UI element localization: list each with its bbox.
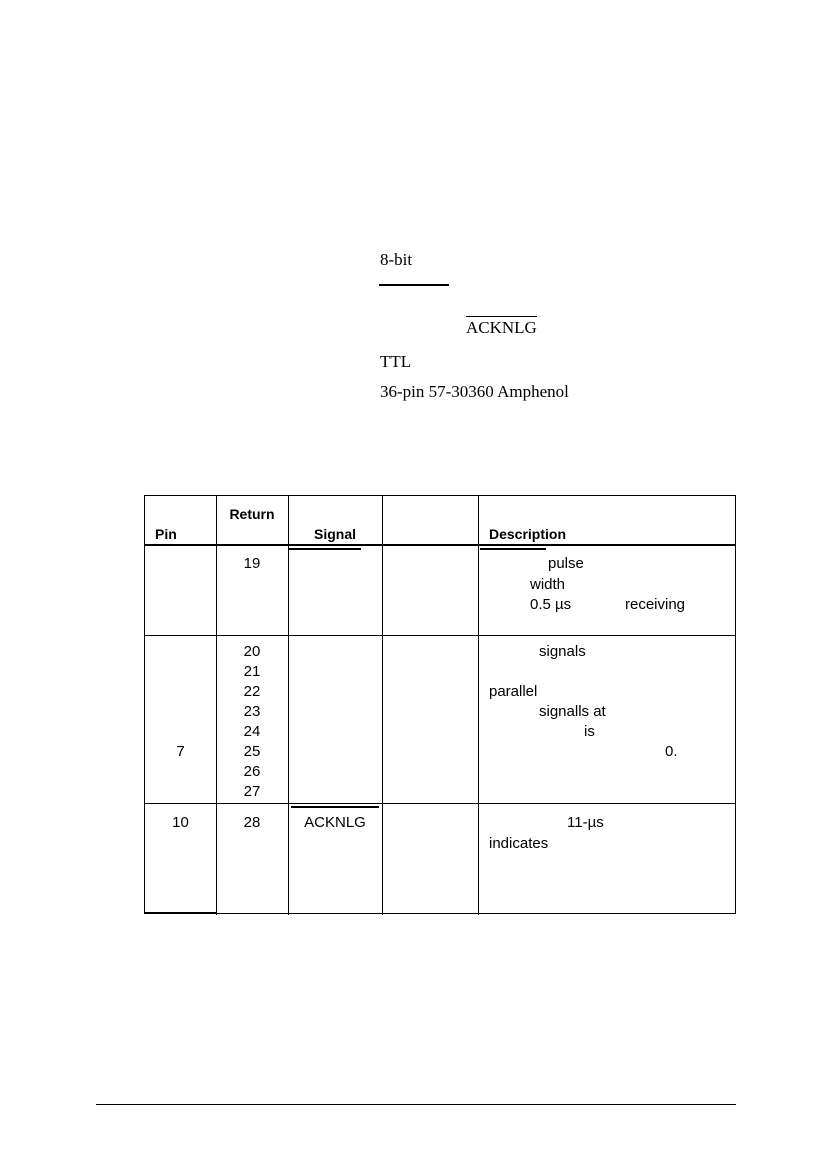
spec-ack-signal — [466, 318, 537, 338]
row2-return-1: 20 — [243, 643, 261, 660]
header-rule — [145, 544, 735, 546]
row1-desc-4: receiving — [625, 596, 686, 613]
col-divider — [478, 496, 479, 915]
signal-overbar — [288, 548, 361, 550]
row2-desc-1: signals — [539, 643, 586, 660]
row3-desc-2: indicates — [489, 835, 549, 852]
row3-return: 28 — [243, 814, 261, 831]
pin-assignment-table — [144, 495, 736, 914]
row3-desc-1: 11-µs — [567, 814, 604, 831]
spec-underline — [379, 284, 449, 286]
row1-return: 19 — [243, 555, 261, 572]
header-signal: Signal — [313, 526, 356, 542]
row2-return-7: 26 — [243, 763, 261, 780]
row2-desc-3: signalls at — [539, 703, 606, 720]
row2-return-2: 21 — [243, 663, 261, 680]
row2-desc-4: is — [584, 723, 595, 740]
row1-desc-1: pulse — [548, 555, 584, 572]
row2-desc-2: parallel — [489, 683, 538, 700]
row2-pin: 7 — [176, 743, 185, 760]
row3-signal: ACKNLG — [304, 814, 366, 831]
spec-ack-label: ACKNLG — [466, 318, 537, 337]
row2-desc-5: 0. — [665, 743, 678, 760]
header-return: Return — [229, 506, 275, 522]
row-separator — [145, 803, 735, 804]
spec-data-bits: 8-bit — [380, 250, 413, 269]
col-divider — [288, 496, 289, 915]
table-bottom-rule — [144, 912, 216, 914]
desc-overbar — [480, 548, 546, 550]
col-divider — [382, 496, 383, 915]
signal-overbar — [291, 806, 379, 808]
footer-rule — [96, 1104, 736, 1105]
spec-logic-level: TTL — [380, 352, 412, 371]
row1-desc-2: width — [530, 576, 566, 593]
header-description: Description — [489, 526, 567, 542]
header-pin: Pin — [155, 526, 177, 542]
spec-connector: 36-pin 57-30360 Amphenol — [380, 382, 569, 401]
row2-return-4: 23 — [243, 703, 261, 720]
row2-return-6: 25 — [243, 743, 261, 760]
row2-return-3: 22 — [243, 683, 261, 700]
row-separator — [145, 635, 735, 636]
row2-return-5: 24 — [243, 723, 261, 740]
row2-return-8: 27 — [243, 783, 261, 800]
row1-desc-3: 0.5 µs — [530, 596, 572, 613]
row3-pin: 10 — [172, 814, 189, 831]
